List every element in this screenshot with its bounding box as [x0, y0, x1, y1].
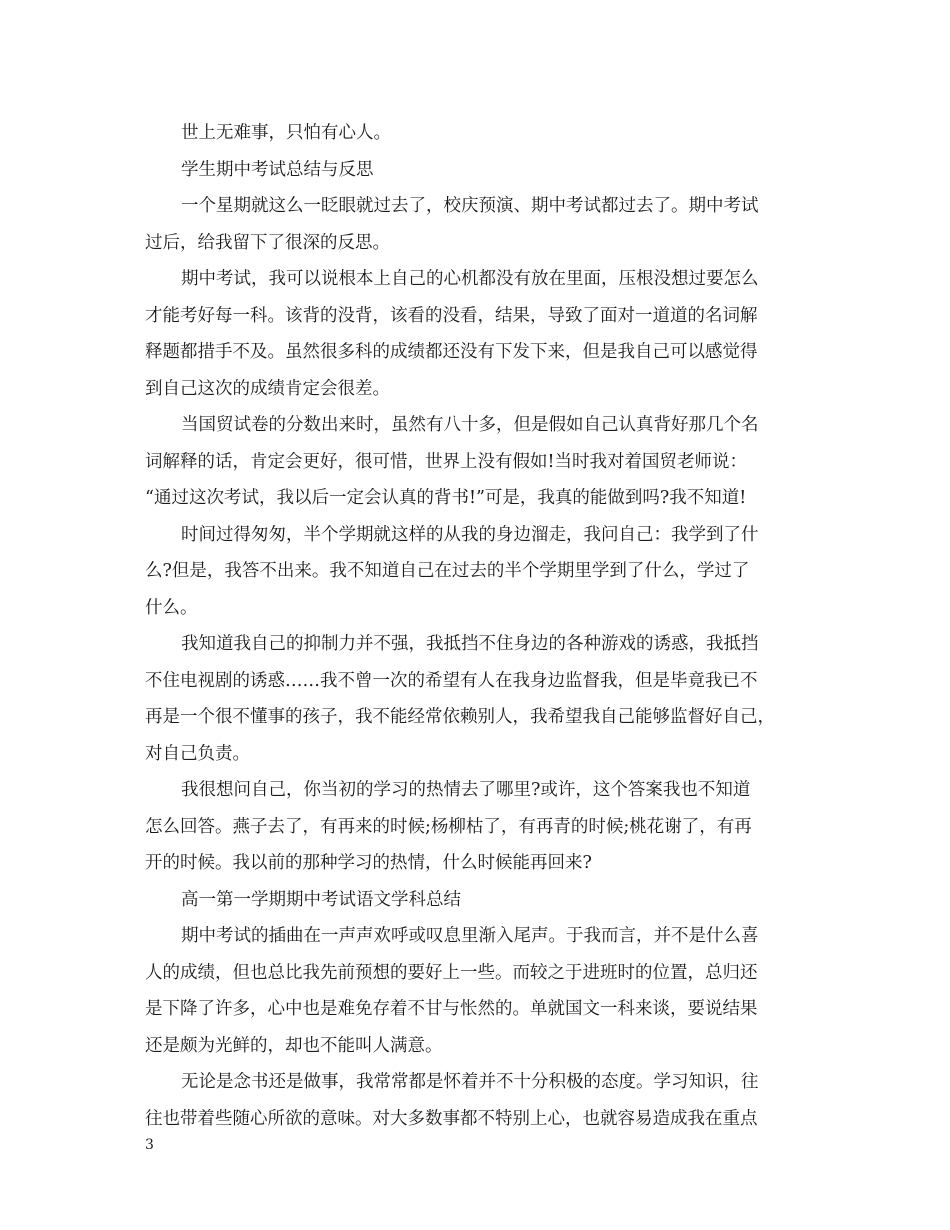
text-line: 到自己这次的成绩肯定会很差。	[145, 378, 390, 399]
text-line: 期中考试的插曲在一声声欢呼或叹息里渐入尾声。于我而言，并不是什么喜	[181, 926, 759, 946]
text-line: 期中考试，我可以说根本上自己的心机都没有放在里面，压根没想过要怎么	[181, 269, 759, 289]
document-body	[145, 115, 810, 1137]
text-line: 时间过得匆匆，半个学期就这样的从我的身边溜走，我问自己：我学到了什	[181, 524, 759, 545]
text-line: “通过这次考试，我以后一定会认真的背书!”可是，我真的能做到吗?我不知道!	[145, 488, 747, 508]
text-line: 什么。	[145, 597, 198, 618]
text-line: 高一第一学期期中考试语文学科总结	[181, 889, 461, 910]
text-line: 一个星期就这么一眨眼就过去了，校庆预演、期中考试都过去了。期中考试	[181, 196, 759, 216]
text-line: 过后，给我留下了很深的反思。	[145, 232, 390, 253]
text-line: 开的时候。我以前的那种学习的热情，什么时候能再回来?	[145, 853, 592, 873]
text-line: 释题都措手不及。虽然很多科的成绩都还没有下发下来，但是我自己可以感觉得	[145, 342, 758, 362]
text-line: 再是一个很不懂事的孩子，我不能经常依赖别人，我希望我自己能够监督好自己，	[145, 707, 775, 727]
text-line: 是下降了许多，心中也是难免存着不甘与怅然的。单就国文一科来谈，要说结果	[145, 999, 758, 1019]
text-line: 世上无难事，只怕有心人。	[181, 123, 391, 143]
text-line: 我很想问自己，你当初的学习的热情去了哪里?或许，这个答案我也不知道	[181, 780, 751, 800]
text-line: 我知道我自己的抑制力并不强，我抵挡不住身边的各种游戏的诱惑，我抵挡	[181, 634, 759, 654]
text-line: 不住电视剧的诱惑……我不曾一次的希望有人在我身边监督我，但是毕竟我已不	[145, 670, 758, 691]
text-line: 么?但是，我答不出来。我不知道自己在过去的半个学期里学到了什么，学过了	[145, 561, 750, 581]
text-line: 怎么回答。燕子去了，有再来的时候;杨柳枯了，有再青的时候;桃花谢了，有再	[145, 816, 752, 837]
text-line: 往也带着些随心所欲的意味。对大多数事都不特别上心，也就容易造成我在重点	[145, 1108, 758, 1129]
text-line: 还是颇为光鲜的，却也不能叫人满意。	[145, 1035, 443, 1056]
page-number: 3	[145, 1137, 154, 1153]
text-line: 无论是念书还是做事，我常常都是怀着并不十分积极的态度。学习知识，往	[181, 1072, 759, 1092]
text-line: 才能考好每一科。该背的没背，该看的没看，结果，导致了面对一道道的名词解	[145, 305, 758, 326]
text-line: 人的成绩，但也总比我先前预想的要好上一些。而较之于进班时的位置，总归还	[145, 962, 758, 983]
text-line: 对自己负责。	[145, 743, 250, 764]
text-line: 当国贸试卷的分数出来时，虽然有八十多，但是假如自己认真背好那几个名	[181, 415, 759, 435]
text-line: 词解释的话，肯定会更好，很可惜，世界上没有假如!当时我对着国贸老师说：	[145, 451, 748, 472]
text-line: 学生期中考试总结与反思	[181, 159, 374, 180]
